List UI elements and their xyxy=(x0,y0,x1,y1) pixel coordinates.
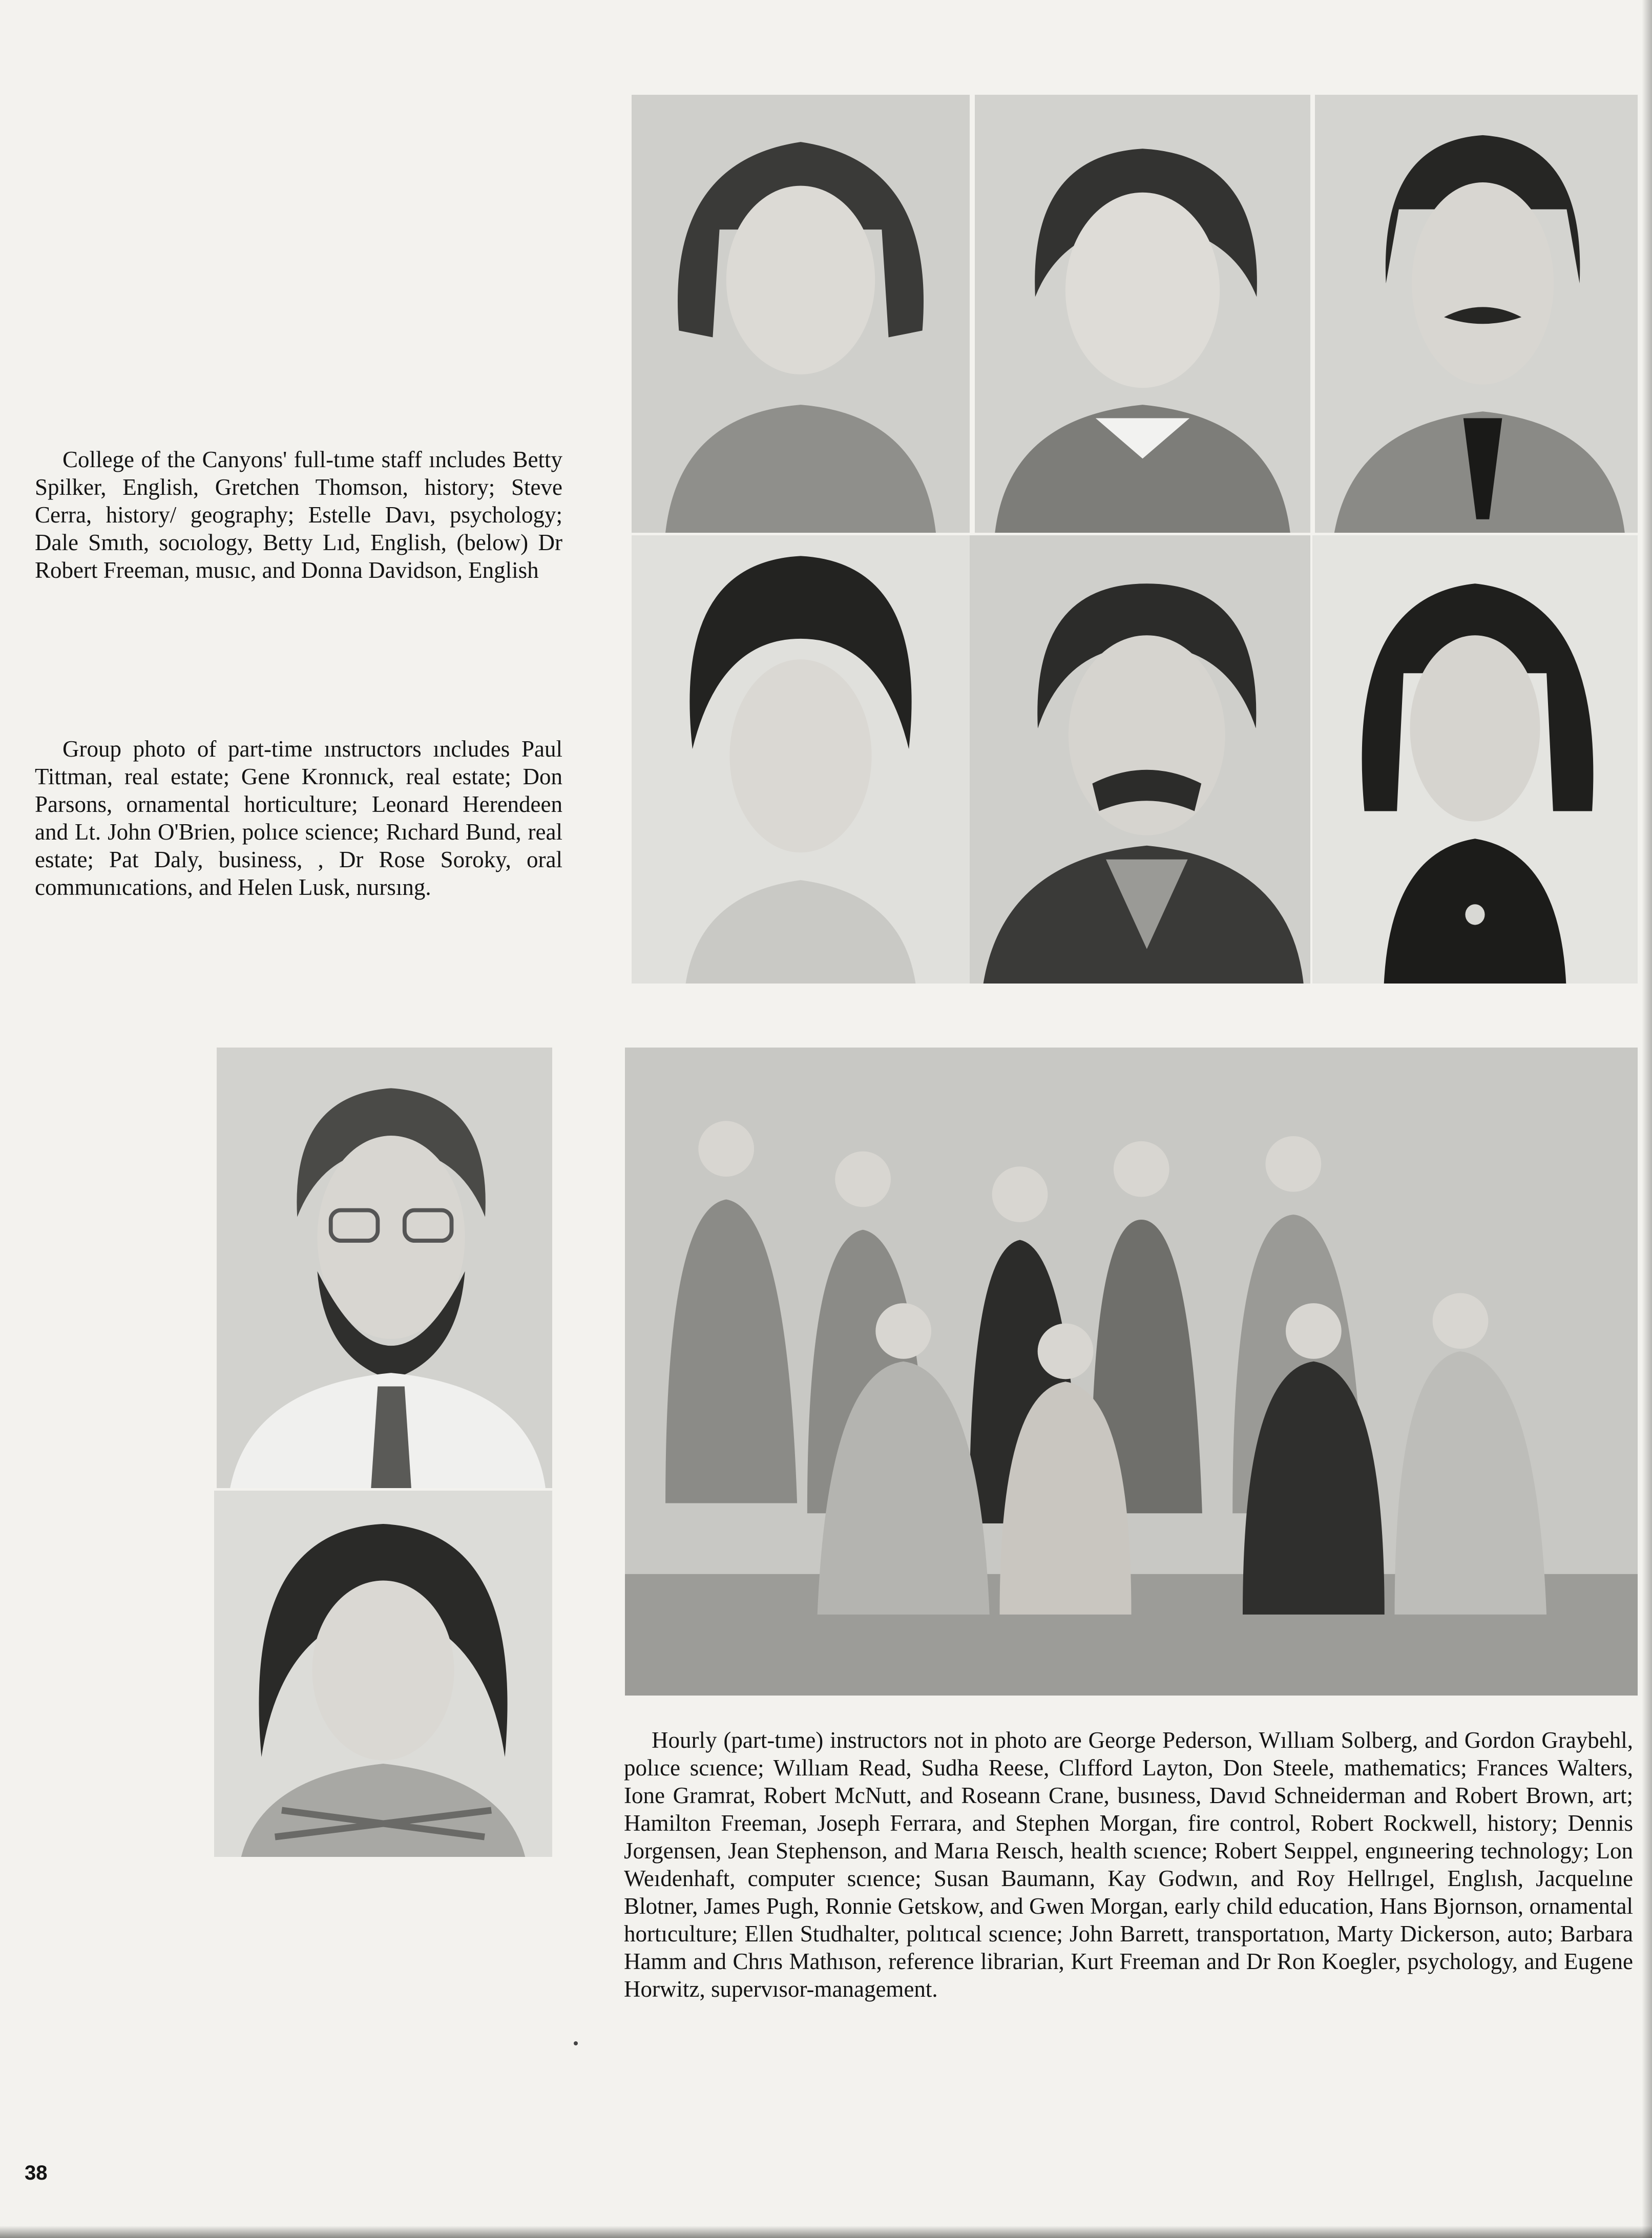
portrait-photo-donna-davidson xyxy=(214,1491,552,1857)
staff-caption: College of the Canyons' full-tıme staff ıncludes Betty Spilker, English, Gretchen Thomson, history; Steve Cerra, history/ geography; Estelle Davı, psychology; Dale Smıth, socıology, Betty Lıd, English, (below) Dr Robert Freeman, musıc, and Donna Davidson, English xyxy=(35,447,562,583)
group-caption: Group photo of part-time ınstructors ıncludes Paul Tittman, real estate; Gene Kronnıck, real estate; Don Parsons, ornamental horticulture; Leonard Herendeen and Lt. John O'Brien, polıce science; Rıchard Bund, real estate; Pat Daly, business, , Dr Rose Soroky, oral communıcations, and Helen Lusk, nursıng. xyxy=(35,736,562,900)
portrait-photo-1 xyxy=(632,95,970,533)
portrait-photo-2 xyxy=(975,95,1310,533)
stray-dot xyxy=(574,2041,578,2045)
portrait-photo-4 xyxy=(632,535,970,984)
portrait-photo-5 xyxy=(970,535,1310,984)
hourly-caption: Hourly (part-tıme) instructors not in photo are George Pederson, Wıllıam Solberg, and Gordon Graybehl, polıce scıence; Wıllıam Read, Sudha Reese, Clıfford Layton, Don Steele, mathematics; Frances Walters, Ione Gramrat, Robert McNutt, and Roseann Crane, busıness, Davıd Schneiderman and Robert Brown, art; Hamilton Freeman, Joseph Ferrara, and Stephen Morgan, fire control, Robert Rockwell, history; Dennis Jorgensen, Jean Stephenson, and Marıa Reısch, health scıence; Robert Seıppel, engıneering technology; Lon Weıdenhaft, computer scıence; Susan Baumann, Kay Godwın, and Roy Hellrıgel, Englısh, Jacquelıne Blotner, James Pugh, Ronnie Getskow, and Gwen Morgan, early child education, Hans Bjornson, ornamental hortıculture; Ellen Studhalter, polıtıcal scıence; John Barrett, transportatıon, Marty Dickerson, auto; Barbara Hamm and Chrıs Mathıson, reference librarian, Kurt Freeman and Dr Ron Koegler, psychology, and Eugene Horwitz, supervısor-management. xyxy=(624,1727,1633,2002)
portrait-photo-6 xyxy=(1312,535,1638,984)
portrait-photo-robert-freeman xyxy=(217,1048,552,1488)
page-edge-shadow xyxy=(0,2226,1652,2238)
portrait-photo-3 xyxy=(1315,95,1638,533)
page-right-shadow xyxy=(1642,0,1652,2238)
page-number: 38 xyxy=(25,2162,48,2184)
group-photo-part-time-instructors xyxy=(625,1048,1638,1696)
